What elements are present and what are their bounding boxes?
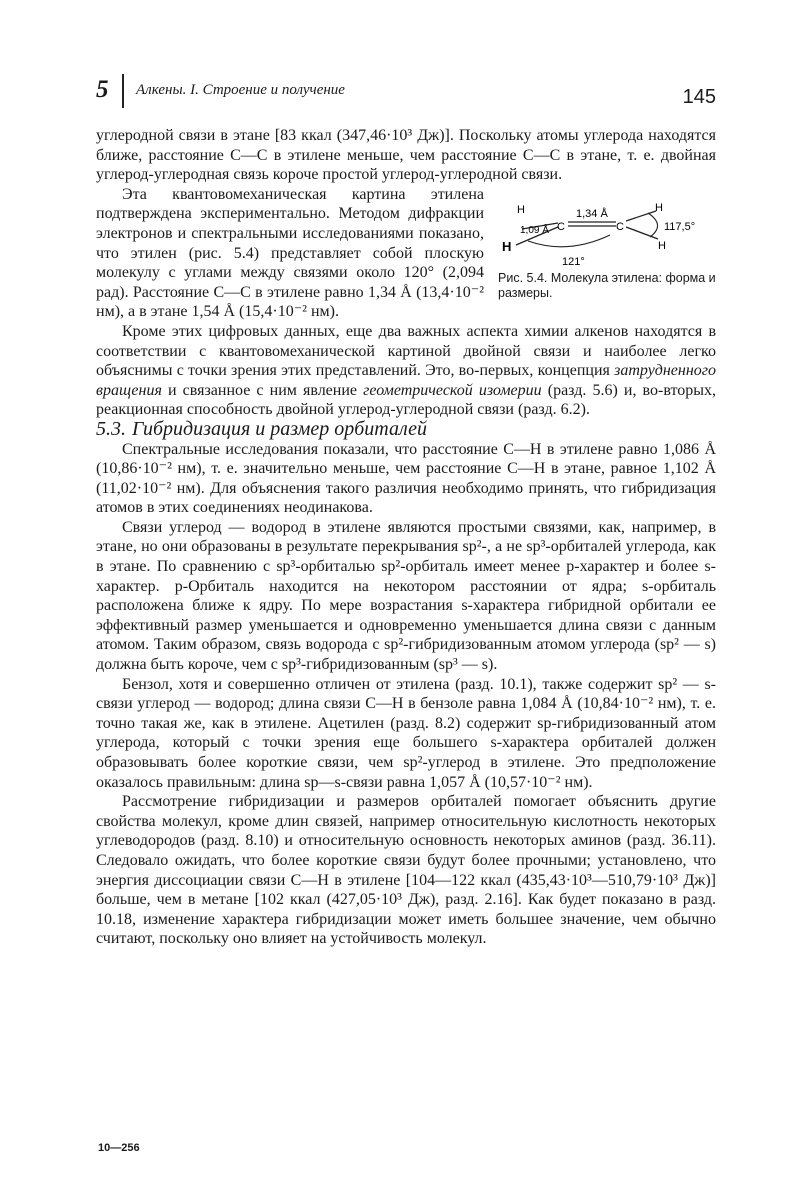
- angle-arc-hch: [648, 213, 658, 237]
- ethylene-molecule-diagram: [498, 199, 716, 269]
- section-title: Гибридизация и размер орбиталей: [132, 417, 428, 440]
- section-heading: [96, 417, 716, 440]
- atom-h-upper-left: H: [517, 203, 525, 216]
- chapter-number: 5: [96, 76, 109, 103]
- ch-bond-lower-right: [626, 227, 658, 239]
- atom-h-lower-left: H: [502, 238, 512, 254]
- paragraph-2: Эта квантовомеханическая картина этилена подтверждена экспериментально. Методом дифракции электронов и спектральными исследованиями показано, что этилен (рис. 5.4) представляет собой плоскую молекулу с углами между связями около 120° (2,094 рад). Расстояние С—С в этилене равно 1,34 Å (13,4·10⁻² нм), а в этане 1,54 Å (15,4·10⁻² нм).: [96, 185, 484, 321]
- section-number: 5.3.: [96, 417, 126, 440]
- atom-h-lower-right: H: [658, 239, 666, 252]
- figure-caption: Рис. 5.4. Молекула этилена: форма и размеры.: [498, 270, 716, 300]
- chapter-title: Алкены. I. Строение и получение: [136, 82, 345, 98]
- paragraph-5: Связи углерод — водород в этилене являются простыми связями, как, например, в этане, но они образованы в результате перекрывания sp²-, а не sp³-орбиталей углерода, как в этане. По сравнению с sp³-орбиталью sp²-орбиталь имеет менее p-характер и более s-характер. p-Орбиталь находится на некотором расстоянии от ядра; s-орбиталь расположена ближе к ядру. По мере возрастания s-характера гибридной орбитали ее эффективный размер уменьшается и одновременно уменьшается длина связи с данным атомом. Таким образом, связь водорода с sp²-гибридизованным атомом углерода (sp² — s) должна быть короче, чем с sp³-гибридизованным (sp³ — s).: [96, 518, 716, 674]
- emphasis-hindered-rotation: затрудненного вращения: [96, 362, 716, 399]
- label-angle-hcc: 121°: [562, 255, 585, 268]
- page-number: 145: [682, 86, 716, 108]
- atom-c-left: C: [557, 220, 565, 233]
- paragraph-7: Рассмотрение гибридизации и размеров орбиталей помогает объяснить другие свойства молекул, кроме длин связей, например относительную кислотность некоторых углеводородов (разд. 8.10) и относительную основность некоторых аминов (разд. 36.11). Следовало ожидать, что более короткие связи будут более прочными; установлено, что энергия диссоциации связи С—Н в этилене [104—122 ккал (435,43·10³—510,79·10³ Дж)] больше, чем в метане [102 ккал (427,05·10³ Дж), разд. 2.16]. Как будет показано в разд. 10.18, изменение характера гибридизации может иметь большее значение, чем обычно считают, поскольку оно влияет на устойчивость молекул.: [96, 793, 716, 948]
- paragraph-3-part-2: и связанное с ним явление: [161, 381, 364, 399]
- paragraph-4: Спектральные исследования показали, что расстояние С—Н в этилене равно 1,086 Å (10,86·10⁻² нм), т. е. значительно меньше, чем расстояние С—Н в этане, равное 1,102 Å (11,02·10⁻² нм). Для объяснения такого различия необходимо принять, что гибридизация атомов в этих соединениях неодинакова.: [96, 440, 716, 517]
- paragraph-6: Бензол, хотя и совершенно отличен от этилена (разд. 10.1), также содержит sp² — s-связи углерод — водород; длина связи С—Н в бензоле равна 1,084 Å (10,84·10⁻² нм), т. е. точно такая же, как в этилене. Ацетилен (разд. 8.2) содержит sp-гибридизованный атом углерода, который с точки зрения еще большего s-характера орбиталей должен образовывать более короткие связи, чем sp²-углерод в этилене. Это предположение оказалось правильным: длина sp—s-связи равна 1,057 Å (10,57·10⁻² нм).: [96, 675, 716, 791]
- paragraph-1: углеродной связи в этане [83 ккал (347,46·10³ Дж)]. Поскольку атомы углерода находятся ближе, расстояние С—С в этилене меньше, чем расстояние С—С в этане, т. е. двойная углерод-углеродная связь короче простой углерод-углеродной связи.: [96, 127, 716, 184]
- paragraph-3-part-3: (разд. 5.6) и, во-вторых, реакционная способность двойной углерод-углеродной связи (разд. 6.2).: [96, 381, 717, 419]
- emphasis-geometric-isomerism: геометрической изомерии: [363, 381, 542, 399]
- label-ch-length: 1,09 Å: [520, 224, 549, 236]
- label-angle-hch: 117,5°: [664, 220, 696, 233]
- atom-c-right: C: [616, 220, 624, 233]
- paragraph-3-part-1: Кроме этих цифровых данных, еще два важных аспекта химии алкенов находятся в соответствии с квантовомеханической картиной двойной связи и наиболее легко объяснимы с точки зрения этих представлений. Это, во-первых, концепция: [96, 322, 716, 380]
- figure-ethylene: [498, 199, 716, 301]
- label-cc-length: 1,34 Å: [576, 207, 608, 220]
- paragraph-3: [96, 322, 716, 420]
- page-body: [96, 126, 716, 949]
- header-divider: [122, 74, 124, 108]
- angle-arc-hcc: [528, 235, 610, 247]
- running-header: [96, 72, 716, 112]
- signature-code: 10—256: [98, 1142, 140, 1154]
- atom-h-upper-right: H: [655, 201, 663, 214]
